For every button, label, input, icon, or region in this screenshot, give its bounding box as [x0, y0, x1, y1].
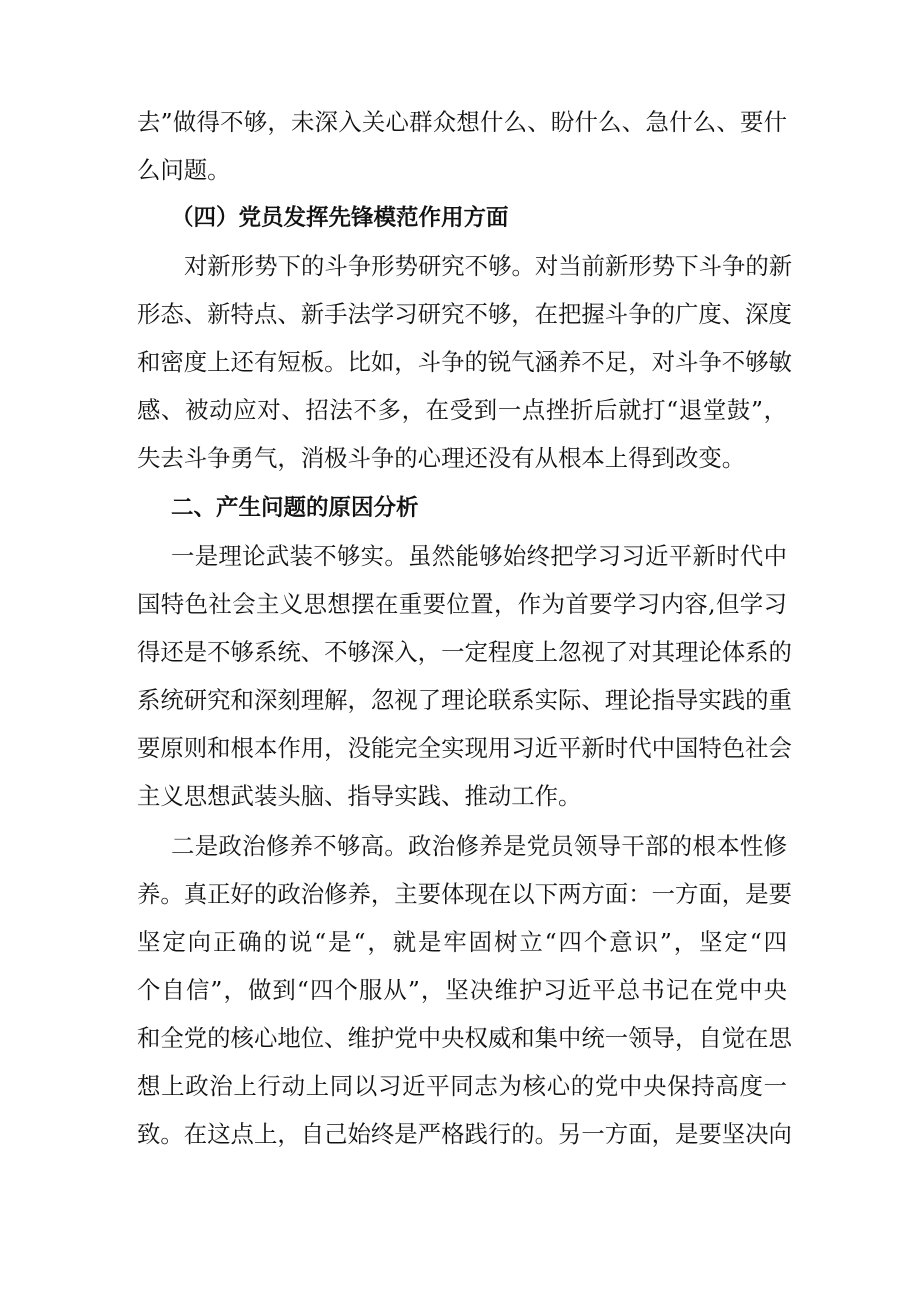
text-line: 国特色社会主义思想摆在重要位置，作为首要学习内容,但学习: [137, 590, 787, 618]
text-line: 想上政治上行动上同以习近平同志为核心的党中央保持高度一: [137, 1072, 787, 1100]
text-line: 系统研究和深刻理解，忽视了理论联系实际、理论指导实践的重: [137, 686, 792, 714]
paragraph-first-line: 对新形势下的斗争形势研究不够。对当前新形势下斗争的新: [184, 252, 793, 280]
paragraph-first-line: 一是理论武装不够实。虽然能够始终把学习习近平新时代中: [171, 542, 787, 570]
text-line: 养。真正好的政治修养，主要体现在以下两方面：一方面，是要: [137, 880, 792, 908]
text-line: 要原则和根本作用，没能完全实现用习近平新时代中国特色社会: [137, 734, 792, 762]
text-line: 失去斗争勇气，消极斗争的心理还没有从根本上得到改变。: [137, 444, 746, 472]
paragraph-first-line: 二是政治修养不够高。政治修养是党员领导干部的根本性修: [171, 832, 787, 860]
text-line: 致。在这点上，自己始终是严格践行的。另一方面，是要坚决向: [137, 1120, 792, 1148]
text-line: 去”做得不够，未深入关心群众想什么、盼什么、急什么、要什: [137, 108, 787, 136]
text-line: 主义思想武装头脑、指导实践、推动工作。: [137, 782, 582, 810]
text-line: 和全党的核心地位、维护党中央权威和集中统一领导，自觉在思: [137, 1024, 792, 1052]
section-heading: 二、产生问题的原因分析: [171, 495, 419, 521]
text-line: 么问题。: [137, 156, 231, 184]
text-line: 形态、新特点、新手法学习研究不够，在把握斗争的广度、深度: [137, 300, 792, 328]
text-line: 感、被动应对、招法不多，在受到一点挫折后就打“退堂鼓”，: [137, 396, 787, 424]
text-line: 得还是不够系统、不够深入，一定程度上忽视了对其理论体系的: [137, 638, 792, 666]
section-heading: （四）党员发挥先锋模范作用方面: [171, 205, 509, 231]
text-line: 个自信”，做到“四个服从”，坚决维护习近平总书记在党中央: [137, 976, 787, 1004]
text-line: 坚定向正确的说“是“，就是牢固树立“四个意识”，坚定“四: [137, 928, 787, 956]
text-line: 和密度上还有短板。比如，斗争的锐气涵养不足，对斗争不够敏: [137, 348, 792, 376]
